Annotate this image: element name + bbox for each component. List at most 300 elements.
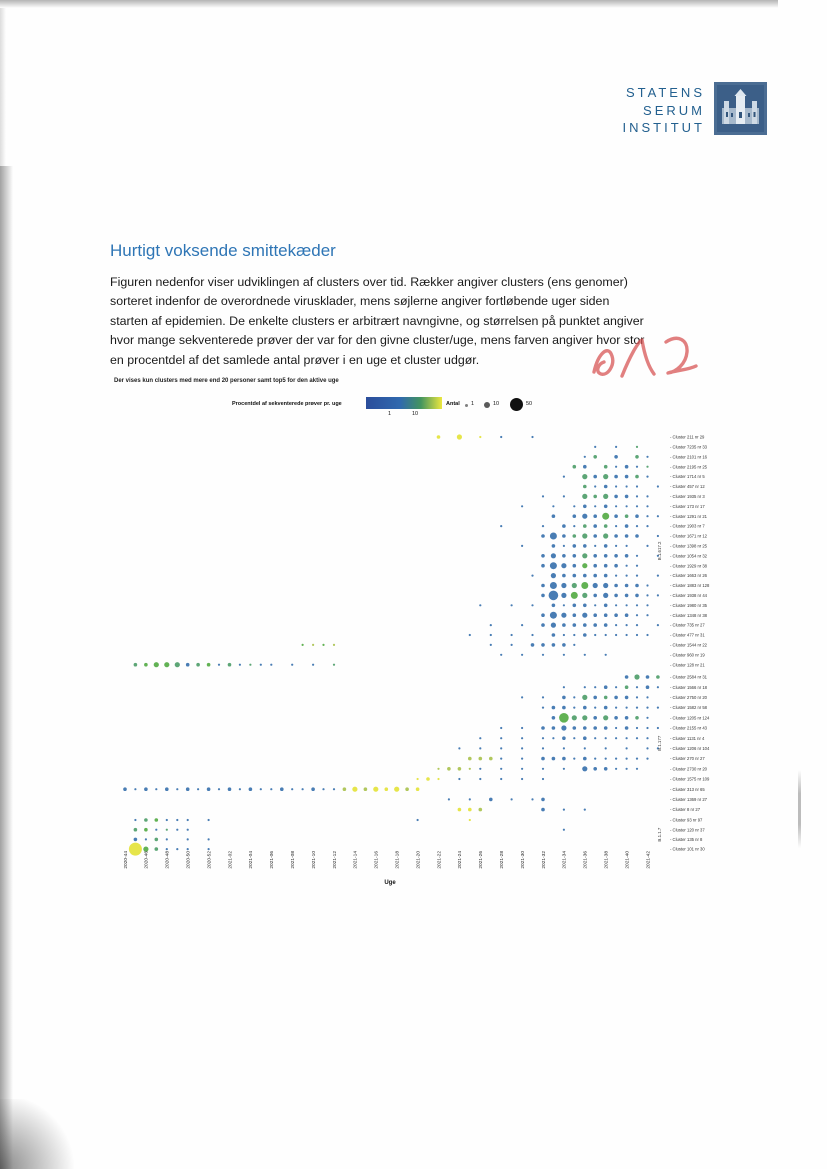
red-pen-annotation <box>588 326 700 390</box>
data-point <box>604 544 608 548</box>
data-point <box>541 798 545 802</box>
data-point <box>145 838 147 840</box>
data-point <box>562 736 566 740</box>
cluster-row-label: - Cluster 2155 nr 43 <box>670 725 708 731</box>
data-point <box>646 717 648 719</box>
data-point <box>583 623 587 627</box>
ssi-logo <box>623 82 768 137</box>
size-scale-label: Antal <box>446 401 460 407</box>
data-point <box>144 787 148 791</box>
data-point <box>625 495 629 499</box>
data-point <box>615 525 617 527</box>
data-point <box>615 707 617 709</box>
cluster-row-label: - Cluster 2584 nr 31 <box>670 674 708 680</box>
data-point <box>572 715 577 720</box>
data-point <box>541 594 545 598</box>
data-point <box>562 706 566 710</box>
data-point <box>615 466 617 468</box>
cluster-row-label: - Cluster 211 nr 29 <box>670 434 705 440</box>
color-scale-label: Procentdel af sekventerede prøver pr. uge <box>232 401 342 407</box>
data-point <box>583 544 587 548</box>
data-point <box>550 562 557 569</box>
data-point <box>603 474 608 479</box>
clade-group-label: B.1.617.2 <box>657 541 662 561</box>
data-point <box>166 829 168 831</box>
data-point <box>615 758 617 760</box>
data-point <box>636 575 638 577</box>
x-tick-label: 2021-08 <box>291 851 296 869</box>
data-point <box>562 534 566 538</box>
cluster-row-label: - Cluster 1544 nr 22 <box>670 642 708 648</box>
cluster-row-label: - Cluster 1980 nr 35 <box>670 602 708 608</box>
data-point <box>636 737 638 739</box>
data-point <box>479 737 481 739</box>
data-point <box>604 465 608 469</box>
data-point <box>134 788 136 790</box>
data-point <box>593 623 597 627</box>
logo-text-line: STATENS <box>625 85 705 100</box>
data-point <box>605 654 607 656</box>
cluster-row-label: - Cluster 1671 nr 12 <box>670 533 708 539</box>
cluster-row-label: - Cluster 2101 nr 16 <box>670 454 708 460</box>
data-point <box>584 456 586 458</box>
data-point <box>584 809 586 811</box>
data-point <box>646 525 648 527</box>
data-point <box>542 525 544 527</box>
data-point <box>583 485 587 489</box>
data-point <box>542 778 544 780</box>
scan-shadow-corner <box>0 1099 85 1169</box>
cluster-row-label: - Cluster 735 nr 27 <box>670 622 705 628</box>
data-point <box>626 634 628 636</box>
cluster-row-label: - Cluster 1663 nr 26 <box>670 573 708 579</box>
data-point <box>626 505 628 507</box>
data-point <box>541 726 545 730</box>
data-point <box>646 466 648 468</box>
data-point <box>521 624 523 626</box>
cluster-row-label: - Cluster 1883 nr 128 <box>670 583 710 589</box>
data-point <box>208 819 210 821</box>
cluster-row-label: - Cluster 7235 nr 33 <box>670 444 708 450</box>
data-point <box>437 768 439 770</box>
data-point <box>635 455 639 459</box>
data-point <box>291 664 293 666</box>
data-point <box>561 725 566 730</box>
data-point <box>155 838 159 842</box>
data-point <box>166 838 168 840</box>
data-point <box>593 514 597 518</box>
data-point <box>521 778 523 780</box>
data-point <box>615 446 617 448</box>
data-point <box>208 838 210 840</box>
data-point <box>490 634 492 636</box>
data-point <box>604 574 608 578</box>
data-point <box>270 788 272 790</box>
data-point <box>551 573 556 578</box>
data-point <box>646 747 648 749</box>
data-point <box>562 623 566 627</box>
data-point <box>155 847 159 851</box>
data-point <box>394 787 399 792</box>
data-point <box>552 514 556 518</box>
data-point <box>646 685 650 689</box>
data-point <box>176 819 178 821</box>
data-point <box>541 564 545 568</box>
data-point <box>291 788 293 790</box>
cluster-row-label: - Cluster 2750 nr 20 <box>670 695 708 700</box>
data-point <box>594 545 596 547</box>
data-point <box>573 525 575 527</box>
data-point <box>531 436 533 438</box>
data-point <box>550 612 557 619</box>
data-point <box>657 485 659 487</box>
data-point <box>541 643 545 647</box>
data-point <box>187 819 189 821</box>
x-tick-label: 2021-10 <box>311 851 317 869</box>
data-point <box>625 465 629 469</box>
data-point <box>542 495 544 497</box>
cluster-row-label: - Cluster 1714 nr 5 <box>670 474 705 480</box>
data-point <box>551 623 556 628</box>
data-point <box>646 545 648 547</box>
scan-shadow-left-upper <box>0 8 6 166</box>
data-point <box>614 455 618 459</box>
data-point <box>583 633 587 637</box>
x-tick-label: 2021-28 <box>500 851 505 869</box>
data-point <box>614 534 618 538</box>
data-point <box>249 664 251 666</box>
data-point <box>144 828 148 832</box>
cluster-row-label: - Cluster 1582 nr 58 <box>670 705 708 711</box>
data-point <box>583 706 587 710</box>
data-point <box>531 643 535 647</box>
data-point <box>573 623 577 627</box>
x-tick-label: 2020-48 <box>165 851 171 869</box>
data-point <box>584 686 586 688</box>
data-point <box>636 696 638 698</box>
data-point <box>636 634 638 636</box>
data-point <box>625 534 629 538</box>
x-tick-label: 2021-32 <box>541 851 547 869</box>
data-point <box>582 613 587 618</box>
data-point <box>218 788 220 790</box>
data-point <box>521 758 523 760</box>
data-point <box>582 593 587 598</box>
data-point <box>593 524 597 528</box>
cluster-row-label: - Cluster 477 nr 31 <box>670 632 705 638</box>
data-point <box>563 604 565 606</box>
data-point <box>605 634 607 636</box>
data-point <box>582 766 587 771</box>
data-point <box>458 767 462 771</box>
data-point <box>593 455 597 459</box>
data-point <box>636 768 638 770</box>
size-dot-large-label: 50 <box>526 401 533 407</box>
data-point <box>457 434 462 439</box>
data-point <box>657 535 659 537</box>
data-point <box>646 515 648 517</box>
data-point <box>448 798 450 800</box>
data-point <box>593 583 598 588</box>
cluster-row-label: - Cluster 2730 nr 20 <box>670 766 708 772</box>
cluster-row-label: - Cluster 128 nr 21 <box>670 662 705 668</box>
data-point <box>635 594 639 598</box>
data-point <box>614 495 618 499</box>
data-point <box>636 525 638 527</box>
data-point <box>583 465 587 469</box>
data-point <box>541 584 545 588</box>
data-point <box>561 583 566 588</box>
data-point <box>594 758 596 760</box>
data-point <box>563 809 565 811</box>
data-point <box>573 544 577 548</box>
data-point <box>604 613 608 617</box>
data-point <box>550 582 557 589</box>
data-point <box>604 696 608 700</box>
data-point <box>333 664 335 666</box>
data-point <box>583 604 587 608</box>
data-point <box>500 758 502 760</box>
data-point <box>511 798 513 800</box>
data-point <box>593 726 597 730</box>
data-point <box>552 757 556 761</box>
data-point <box>521 654 523 656</box>
data-point <box>175 662 180 667</box>
cluster-row-label: - Cluster 960 nr 19 <box>670 652 705 658</box>
size-dot-small <box>465 404 468 407</box>
data-point <box>657 575 659 577</box>
cluster-row-label: - Cluster 1903 nr 7 <box>670 523 705 529</box>
data-point <box>563 768 565 770</box>
data-point <box>521 545 523 547</box>
data-point <box>166 819 168 821</box>
data-point <box>626 737 628 739</box>
scan-shadow-left <box>0 166 13 1169</box>
data-point <box>593 534 597 538</box>
data-point <box>614 594 618 598</box>
data-point <box>636 686 638 688</box>
data-point <box>636 604 638 606</box>
data-point <box>511 604 513 606</box>
logo-text-line: SERUM <box>643 102 705 118</box>
data-point <box>500 737 502 739</box>
data-point <box>582 553 587 558</box>
cluster-row-label: - Cluster 2195 nr 25 <box>670 464 708 470</box>
x-tick-label: 2020-44 <box>123 851 129 869</box>
x-tick-label: 2021-42 <box>646 851 652 869</box>
data-point <box>614 696 618 700</box>
data-point <box>541 534 545 538</box>
data-point <box>208 848 210 850</box>
data-point <box>573 644 575 646</box>
data-point <box>562 696 566 700</box>
chart-title: Der vises kun clusters med mere end 20 personer samt top5 for den aktive uge <box>114 378 339 384</box>
paragraph-line: starten af epidemien. De enkelte clusters er arbitrært navngivne, og størrelsen på punktet angiver <box>110 313 644 328</box>
data-point <box>521 737 523 739</box>
data-point <box>416 787 420 791</box>
cluster-row-label: - Cluster 1054 nr 32 <box>670 553 708 559</box>
data-point <box>604 554 608 558</box>
x-tick-label: 2021-16 <box>374 851 380 869</box>
cluster-row-label: - Cluster 1131 nr 4 <box>670 735 705 741</box>
data-point <box>635 584 639 588</box>
data-point <box>469 819 471 821</box>
data-point <box>603 533 608 538</box>
data-point <box>604 564 608 568</box>
data-point <box>352 787 357 792</box>
x-tick-label: 2021-36 <box>583 851 589 869</box>
data-point <box>490 644 492 646</box>
data-point <box>614 554 618 558</box>
data-point <box>563 476 565 478</box>
x-tick-label: 2021-02 <box>228 851 234 869</box>
data-point <box>646 584 648 586</box>
paragraph-line: en procentdel af det samlede antal prøver i en uge et cluster udgør. <box>110 352 480 367</box>
data-point <box>604 767 608 771</box>
data-point <box>656 675 660 679</box>
data-point <box>625 696 629 700</box>
cluster-row-label: - Cluster 1398 nr 25 <box>670 543 708 549</box>
data-point <box>657 686 659 688</box>
cluster-row-label: - Cluster 101 nr 30 <box>670 846 705 852</box>
data-point <box>542 654 544 656</box>
data-point <box>582 474 587 479</box>
data-point <box>552 633 556 637</box>
data-point <box>604 604 608 608</box>
data-point <box>605 758 607 760</box>
color-scale-bar <box>366 397 442 409</box>
data-point <box>531 575 533 577</box>
data-point <box>605 747 607 749</box>
data-point <box>625 685 629 689</box>
data-point <box>646 737 648 739</box>
data-point <box>573 574 577 578</box>
data-point <box>615 485 617 487</box>
data-point <box>521 727 523 729</box>
cluster-bubble-plot <box>105 422 795 892</box>
data-point <box>614 514 618 518</box>
data-point <box>500 525 502 527</box>
data-point <box>531 798 533 800</box>
data-point <box>479 768 481 770</box>
data-point <box>604 485 608 489</box>
data-point <box>249 787 253 791</box>
data-point <box>458 808 462 812</box>
data-point <box>417 819 419 821</box>
data-point <box>312 644 314 646</box>
data-point <box>626 747 628 749</box>
data-point <box>542 768 544 770</box>
ssi-building-icon <box>714 82 767 135</box>
size-dot-medium <box>484 402 490 408</box>
cluster-row-label: - Cluster 457 nr 12 <box>670 484 705 490</box>
data-point <box>573 465 577 469</box>
data-point <box>615 545 617 547</box>
data-point <box>615 505 617 507</box>
data-point <box>500 654 502 656</box>
data-point <box>552 716 556 720</box>
data-point <box>594 686 596 688</box>
data-point <box>166 848 168 850</box>
data-point <box>322 644 324 646</box>
x-tick-label: 2021-30 <box>520 851 526 869</box>
data-point <box>615 575 617 577</box>
data-point <box>603 583 608 588</box>
cluster-row-label: - Cluster 1206 nr 104 <box>670 746 710 751</box>
data-point <box>239 664 241 666</box>
data-point <box>134 663 138 667</box>
data-point <box>626 545 628 547</box>
data-point <box>635 534 639 538</box>
data-point <box>164 662 169 667</box>
data-point <box>571 592 578 599</box>
data-point <box>636 466 638 468</box>
data-point <box>657 707 659 709</box>
data-point <box>605 737 607 739</box>
data-point <box>541 613 545 617</box>
data-point <box>500 727 502 729</box>
data-point <box>657 594 659 596</box>
data-point <box>129 843 142 856</box>
data-point <box>542 707 544 709</box>
data-point <box>563 545 565 547</box>
data-point <box>626 707 628 709</box>
data-point <box>552 604 556 608</box>
data-point <box>469 768 471 770</box>
data-point <box>562 643 566 647</box>
data-point <box>165 787 169 791</box>
data-point <box>615 727 617 729</box>
cluster-row-label: - Cluster 1348 nr 38 <box>670 612 708 618</box>
data-point <box>154 662 159 667</box>
cluster-row-label: - Cluster 173 nr 17 <box>670 503 705 509</box>
data-point <box>582 715 587 720</box>
data-point <box>593 716 597 720</box>
data-point <box>521 747 523 749</box>
data-point <box>573 634 575 636</box>
data-point <box>594 505 596 507</box>
data-point <box>479 436 481 438</box>
data-point <box>636 624 638 626</box>
data-point <box>207 787 211 791</box>
data-point <box>563 634 565 636</box>
clade-group-label: B.1.1.7 <box>657 827 662 842</box>
x-tick-label: 2021-40 <box>625 851 631 869</box>
data-point <box>373 787 378 792</box>
data-point <box>479 604 481 606</box>
paragraph-line: sorteret indenfor de overordnede virusklader, mens søjlerne angiver fortløbende uger siden <box>110 294 610 309</box>
data-point <box>615 634 617 636</box>
data-point <box>144 818 148 822</box>
data-point <box>635 475 639 479</box>
data-point <box>593 475 597 479</box>
data-point <box>437 778 439 780</box>
data-point <box>582 563 587 568</box>
data-point <box>176 788 178 790</box>
x-tick-label: 2021-26 <box>479 851 485 869</box>
x-tick-label: 2020-46 <box>144 851 150 869</box>
x-tick-label: 2021-04 <box>249 851 255 869</box>
data-point <box>187 848 189 850</box>
data-point <box>573 604 577 608</box>
data-point <box>333 788 335 790</box>
data-point <box>561 593 566 598</box>
data-point <box>260 664 262 666</box>
data-point <box>500 778 502 780</box>
cluster-row-label: - Cluster 1935 nr 3 <box>670 494 705 499</box>
data-point <box>573 726 577 730</box>
data-point <box>437 435 441 439</box>
